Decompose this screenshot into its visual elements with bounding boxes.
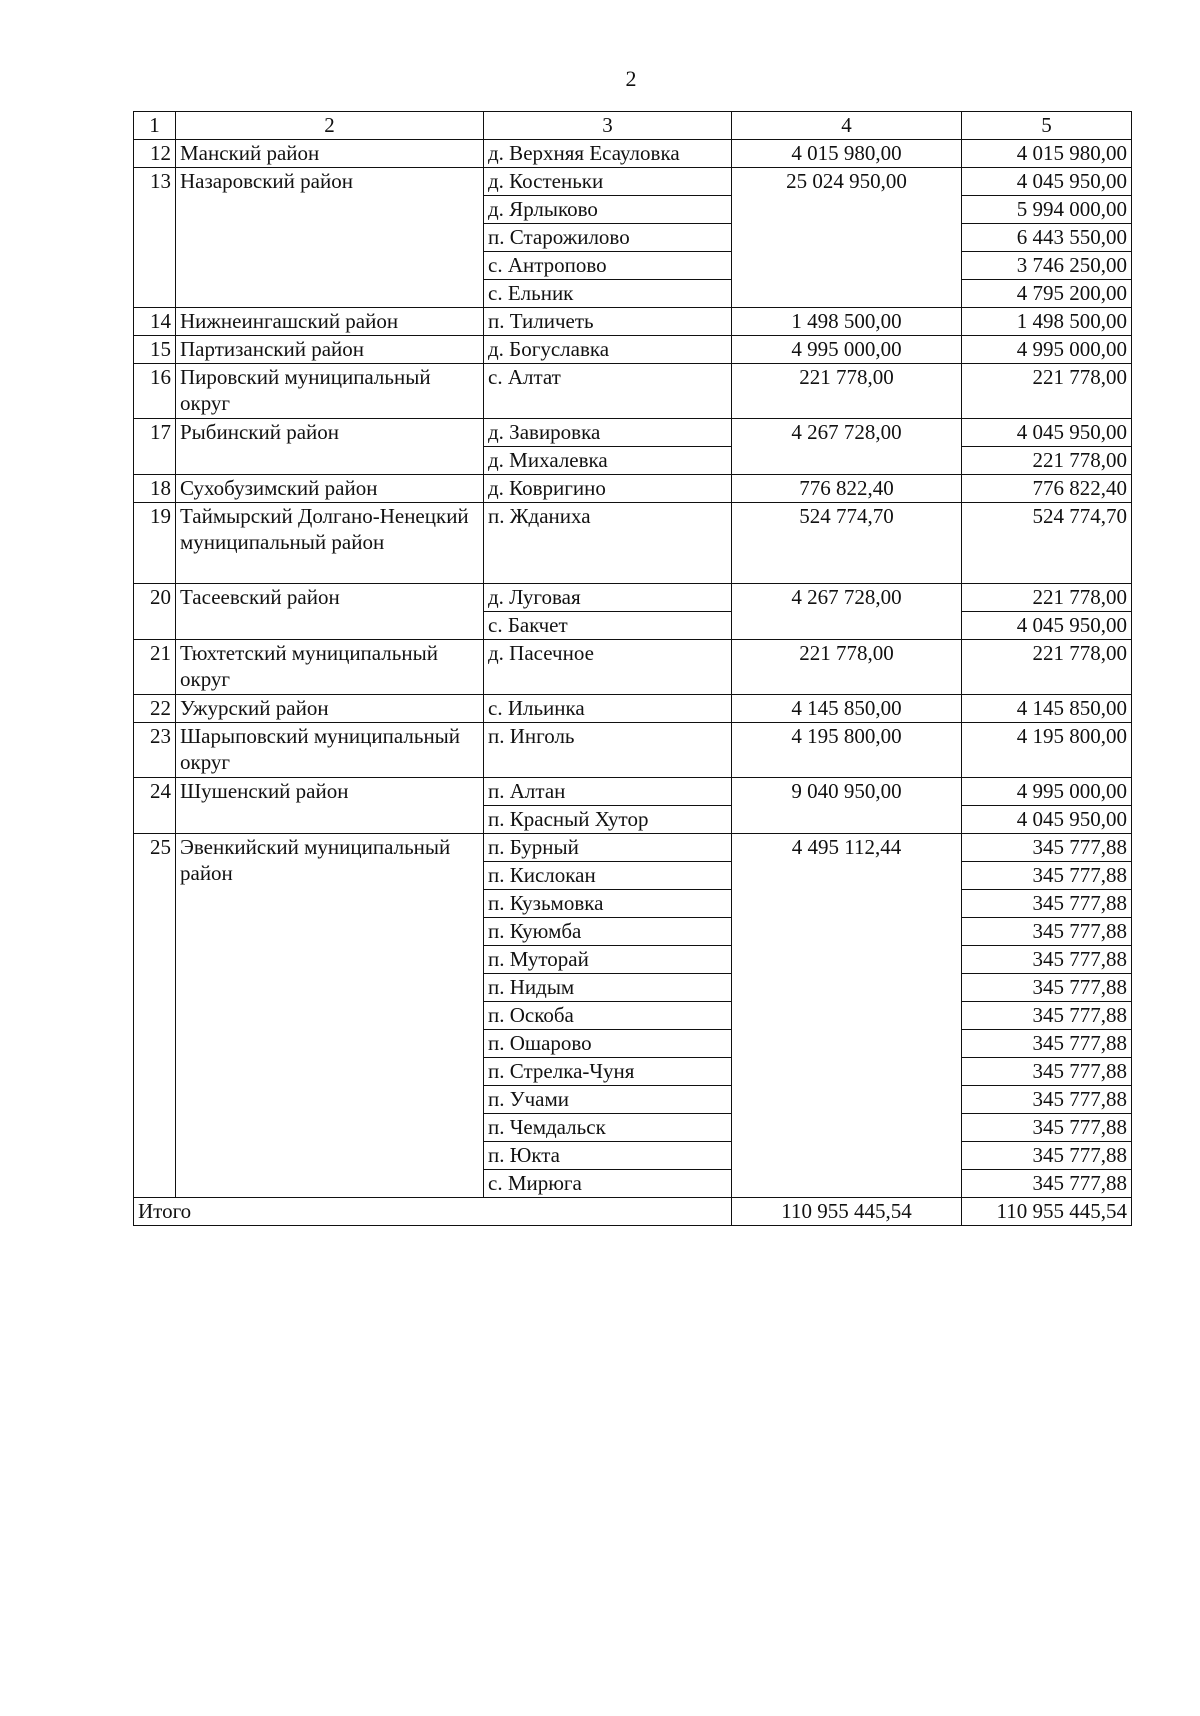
settlement-cell: п. Учами bbox=[484, 1086, 732, 1114]
header-cell-2: 2 bbox=[176, 112, 484, 140]
row-number-cell: 19 bbox=[134, 503, 176, 584]
settlement-cell: п. Кузьмовка bbox=[484, 890, 732, 918]
total-row bbox=[134, 1198, 1132, 1226]
settlement-cell: п. Нидым bbox=[484, 974, 732, 1002]
district-total-cell: 4 995 000,00 bbox=[732, 336, 962, 364]
district-cell: Сухобузимский район bbox=[176, 475, 484, 503]
settlement-cell: д. Михалевка bbox=[484, 447, 732, 475]
settlement-amount-cell: 345 777,88 bbox=[962, 1030, 1132, 1058]
district-cell: Рыбинский район bbox=[176, 419, 484, 475]
district-cell: Таймырский Долгано-Ненецкий муниципальный район bbox=[176, 503, 484, 584]
total-col5: 110 955 445,54 bbox=[962, 1198, 1132, 1226]
district-cell: Шарыповский муниципальный округ bbox=[176, 723, 484, 778]
settlement-cell: д. Завировка bbox=[484, 419, 732, 447]
table-row bbox=[134, 640, 1132, 695]
district-cell: Эвенкийский муниципальный район bbox=[176, 834, 484, 1198]
subsidy-table bbox=[133, 111, 1132, 1226]
settlement-cell: с. Алтат bbox=[484, 364, 732, 419]
settlement-cell: с. Ильинка bbox=[484, 695, 732, 723]
settlement-amount-cell: 4 195 800,00 bbox=[962, 723, 1132, 778]
district-cell: Тюхтетский муниципальный округ bbox=[176, 640, 484, 695]
table-row bbox=[134, 695, 1132, 723]
row-number-cell: 23 bbox=[134, 723, 176, 778]
row-number-cell: 25 bbox=[134, 834, 176, 1198]
table-row bbox=[134, 475, 1132, 503]
district-total-cell: 4 267 728,00 bbox=[732, 584, 962, 640]
settlement-cell: п. Юкта bbox=[484, 1142, 732, 1170]
settlement-cell: с. Мирюга bbox=[484, 1170, 732, 1198]
settlement-amount-cell: 4 045 950,00 bbox=[962, 806, 1132, 834]
total-label: Итого bbox=[134, 1198, 732, 1226]
settlement-cell: п. Бурный bbox=[484, 834, 732, 862]
settlement-amount-cell: 345 777,88 bbox=[962, 1002, 1132, 1030]
row-number-cell: 20 bbox=[134, 584, 176, 640]
table-row bbox=[134, 723, 1132, 778]
settlement-cell: п. Старожилово bbox=[484, 224, 732, 252]
table-row bbox=[134, 140, 1132, 168]
settlement-cell: п. Алтан bbox=[484, 778, 732, 806]
table-row bbox=[134, 584, 1132, 612]
table-row bbox=[134, 778, 1132, 806]
header-cell-5: 5 bbox=[962, 112, 1132, 140]
settlement-amount-cell: 1 498 500,00 bbox=[962, 308, 1132, 336]
table-row bbox=[134, 364, 1132, 419]
settlement-cell: п. Чемдальск bbox=[484, 1114, 732, 1142]
district-cell: Манский район bbox=[176, 140, 484, 168]
district-cell: Ужурский район bbox=[176, 695, 484, 723]
table-row bbox=[134, 168, 1132, 196]
settlement-amount-cell: 345 777,88 bbox=[962, 1058, 1132, 1086]
settlement-cell: д. Ярлыково bbox=[484, 196, 732, 224]
district-total-cell: 9 040 950,00 bbox=[732, 778, 962, 834]
header-cell-3: 3 bbox=[484, 112, 732, 140]
total-col4: 110 955 445,54 bbox=[732, 1198, 962, 1226]
settlement-cell: д. Пасечное bbox=[484, 640, 732, 695]
district-cell: Назаровский район bbox=[176, 168, 484, 308]
row-number-cell: 12 bbox=[134, 140, 176, 168]
district-total-cell: 4 145 850,00 bbox=[732, 695, 962, 723]
settlement-amount-cell: 3 746 250,00 bbox=[962, 252, 1132, 280]
district-total-cell: 524 774,70 bbox=[732, 503, 962, 584]
district-total-cell: 25 024 950,00 bbox=[732, 168, 962, 308]
page-number: 2 bbox=[625, 66, 637, 91]
settlement-amount-cell: 4 995 000,00 bbox=[962, 336, 1132, 364]
header-row bbox=[134, 112, 1132, 140]
settlement-cell: д. Костеньки bbox=[484, 168, 732, 196]
district-total-cell: 221 778,00 bbox=[732, 640, 962, 695]
settlement-cell: с. Ельник bbox=[484, 280, 732, 308]
settlement-cell: д. Богуславка bbox=[484, 336, 732, 364]
settlement-cell: п. Кислокан bbox=[484, 862, 732, 890]
settlement-amount-cell: 4 995 000,00 bbox=[962, 778, 1132, 806]
settlement-cell: п. Куюмба bbox=[484, 918, 732, 946]
settlement-cell: п. Оскоба bbox=[484, 1002, 732, 1030]
settlement-cell: п. Жданиха bbox=[484, 503, 732, 584]
table-row bbox=[134, 336, 1132, 364]
district-total-cell: 4 015 980,00 bbox=[732, 140, 962, 168]
row-number-cell: 24 bbox=[134, 778, 176, 834]
district-total-cell: 4 495 112,44 bbox=[732, 834, 962, 1198]
settlement-cell: д. Ковригино bbox=[484, 475, 732, 503]
settlement-amount-cell: 776 822,40 bbox=[962, 475, 1132, 503]
district-cell: Шушенский район bbox=[176, 778, 484, 834]
settlement-amount-cell: 345 777,88 bbox=[962, 974, 1132, 1002]
settlement-amount-cell: 345 777,88 bbox=[962, 1170, 1132, 1198]
district-cell: Тасеевский район bbox=[176, 584, 484, 640]
row-number-cell: 15 bbox=[134, 336, 176, 364]
settlement-amount-cell: 4 015 980,00 bbox=[962, 140, 1132, 168]
settlement-amount-cell: 5 994 000,00 bbox=[962, 196, 1132, 224]
district-cell: Пировский муниципальный округ bbox=[176, 364, 484, 419]
table-row bbox=[134, 503, 1132, 584]
row-number-cell: 16 bbox=[134, 364, 176, 419]
settlement-cell: п. Стрелка-Чуня bbox=[484, 1058, 732, 1086]
settlement-amount-cell: 6 443 550,00 bbox=[962, 224, 1132, 252]
settlement-cell: п. Тиличеть bbox=[484, 308, 732, 336]
settlement-amount-cell: 221 778,00 bbox=[962, 640, 1132, 695]
settlement-amount-cell: 221 778,00 bbox=[962, 584, 1132, 612]
district-total-cell: 4 195 800,00 bbox=[732, 723, 962, 778]
settlement-amount-cell: 345 777,88 bbox=[962, 1114, 1132, 1142]
table-body bbox=[134, 112, 1132, 1226]
settlement-amount-cell: 345 777,88 bbox=[962, 918, 1132, 946]
row-number-cell: 13 bbox=[134, 168, 176, 308]
district-total-cell: 4 267 728,00 bbox=[732, 419, 962, 475]
settlement-cell: с. Антропово bbox=[484, 252, 732, 280]
settlement-amount-cell: 4 045 950,00 bbox=[962, 419, 1132, 447]
row-number-cell: 14 bbox=[134, 308, 176, 336]
settlement-amount-cell: 4 145 850,00 bbox=[962, 695, 1132, 723]
settlement-cell: п. Красный Хутор bbox=[484, 806, 732, 834]
settlement-amount-cell: 345 777,88 bbox=[962, 1142, 1132, 1170]
settlement-amount-cell: 4 045 950,00 bbox=[962, 168, 1132, 196]
settlement-cell: п. Инголь bbox=[484, 723, 732, 778]
settlement-amount-cell: 345 777,88 bbox=[962, 946, 1132, 974]
settlement-amount-cell: 4 045 950,00 bbox=[962, 612, 1132, 640]
table-row bbox=[134, 308, 1132, 336]
district-total-cell: 221 778,00 bbox=[732, 364, 962, 419]
settlement-cell: с. Бакчет bbox=[484, 612, 732, 640]
settlement-amount-cell: 345 777,88 bbox=[962, 862, 1132, 890]
district-cell: Партизанский район bbox=[176, 336, 484, 364]
settlement-cell: п. Муторай bbox=[484, 946, 732, 974]
settlement-amount-cell: 345 777,88 bbox=[962, 1086, 1132, 1114]
settlement-amount-cell: 524 774,70 bbox=[962, 503, 1132, 584]
settlement-amount-cell: 221 778,00 bbox=[962, 364, 1132, 419]
table-row bbox=[134, 419, 1132, 447]
row-number-cell: 21 bbox=[134, 640, 176, 695]
settlement-amount-cell: 345 777,88 bbox=[962, 834, 1132, 862]
header-cell-1: 1 bbox=[134, 112, 176, 140]
settlement-cell: д. Верхняя Есауловка bbox=[484, 140, 732, 168]
settlement-cell: п. Ошарово bbox=[484, 1030, 732, 1058]
settlement-amount-cell: 345 777,88 bbox=[962, 890, 1132, 918]
settlement-cell: д. Луговая bbox=[484, 584, 732, 612]
district-total-cell: 1 498 500,00 bbox=[732, 308, 962, 336]
settlement-amount-cell: 221 778,00 bbox=[962, 447, 1132, 475]
settlement-amount-cell: 4 795 200,00 bbox=[962, 280, 1132, 308]
header-cell-4: 4 bbox=[732, 112, 962, 140]
row-number-cell: 22 bbox=[134, 695, 176, 723]
district-total-cell: 776 822,40 bbox=[732, 475, 962, 503]
district-cell: Нижнеингашский район bbox=[176, 308, 484, 336]
row-number-cell: 17 bbox=[134, 419, 176, 475]
row-number-cell: 18 bbox=[134, 475, 176, 503]
table-row bbox=[134, 834, 1132, 862]
